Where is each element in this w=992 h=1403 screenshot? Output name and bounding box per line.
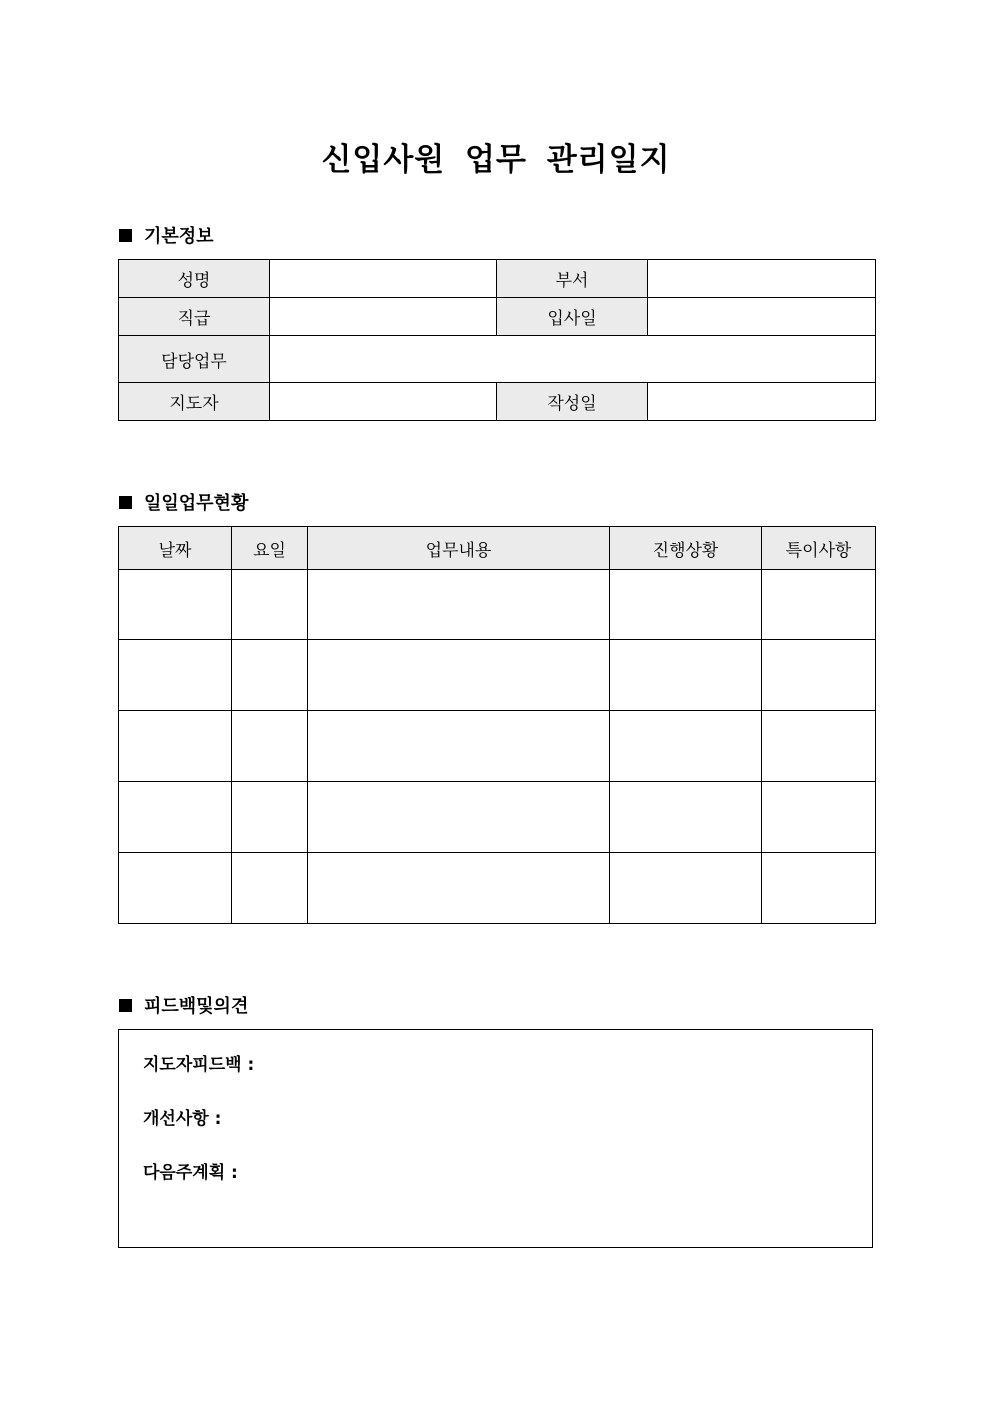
date-cell[interactable] <box>119 853 232 924</box>
column-header-weekday: 요일 <box>232 527 308 570</box>
work-content-cell[interactable] <box>308 853 610 924</box>
table-row <box>119 782 876 853</box>
mentor-field[interactable] <box>270 383 497 421</box>
notes-cell[interactable] <box>762 853 876 924</box>
progress-cell[interactable] <box>610 782 762 853</box>
department-field[interactable] <box>648 260 876 298</box>
table-row <box>119 853 876 924</box>
weekday-cell[interactable] <box>232 853 308 924</box>
column-header-work-content: 업무내용 <box>308 527 610 570</box>
notes-cell[interactable] <box>762 711 876 782</box>
column-header-notes: 특이사항 <box>762 527 876 570</box>
feedback-box[interactable] <box>118 1029 873 1248</box>
hire-date-field[interactable] <box>648 298 876 336</box>
weekday-cell[interactable] <box>232 782 308 853</box>
date-cell[interactable] <box>119 570 232 640</box>
section-heading-basic-info <box>119 222 214 248</box>
position-field[interactable] <box>270 298 497 336</box>
name-label: 성명 <box>119 260 270 298</box>
square-bullet-icon <box>119 999 132 1012</box>
notes-cell[interactable] <box>762 640 876 711</box>
section-heading-label: 일일업무현황 <box>144 493 249 514</box>
section-heading-daily-work <box>119 489 248 515</box>
table-row <box>119 711 876 782</box>
section-heading-label: 피드백및의견 <box>144 996 249 1017</box>
basic-info-table <box>118 259 876 421</box>
position-label: 직급 <box>119 298 270 336</box>
written-date-label: 작성일 <box>497 383 648 421</box>
table-row <box>119 570 876 640</box>
progress-cell[interactable] <box>610 570 762 640</box>
work-content-cell[interactable] <box>308 782 610 853</box>
section-heading-feedback <box>119 992 248 1018</box>
date-cell[interactable] <box>119 782 232 853</box>
duties-label: 담당업무 <box>119 336 270 383</box>
mentor-feedback-label: 지도자피드백 : <box>143 1055 255 1075</box>
progress-cell[interactable] <box>610 853 762 924</box>
column-header-progress: 진행상황 <box>610 527 762 570</box>
weekday-cell[interactable] <box>232 711 308 782</box>
department-label: 부서 <box>497 260 648 298</box>
page-title: 신입사원 업무 관리일지 <box>321 142 671 178</box>
section-heading-label: 기본정보 <box>144 226 214 247</box>
written-date-field[interactable] <box>648 383 876 421</box>
weekday-cell[interactable] <box>232 640 308 711</box>
daily-work-table <box>118 526 876 924</box>
date-cell[interactable] <box>119 711 232 782</box>
notes-cell[interactable] <box>762 570 876 640</box>
notes-cell[interactable] <box>762 782 876 853</box>
name-field[interactable] <box>270 260 497 298</box>
column-header-date: 날짜 <box>119 527 232 570</box>
table-row <box>119 640 876 711</box>
square-bullet-icon <box>119 496 132 509</box>
hire-date-label: 입사일 <box>497 298 648 336</box>
work-content-cell[interactable] <box>308 640 610 711</box>
improvements-label: 개선사항 : <box>143 1109 222 1129</box>
progress-cell[interactable] <box>610 640 762 711</box>
square-bullet-icon <box>119 229 132 242</box>
work-content-cell[interactable] <box>308 570 610 640</box>
date-cell[interactable] <box>119 640 232 711</box>
next-week-plan-label: 다음주계획 : <box>143 1163 238 1183</box>
weekday-cell[interactable] <box>232 570 308 640</box>
mentor-label: 지도자 <box>119 383 270 421</box>
progress-cell[interactable] <box>610 711 762 782</box>
work-content-cell[interactable] <box>308 711 610 782</box>
duties-field[interactable] <box>270 336 876 383</box>
